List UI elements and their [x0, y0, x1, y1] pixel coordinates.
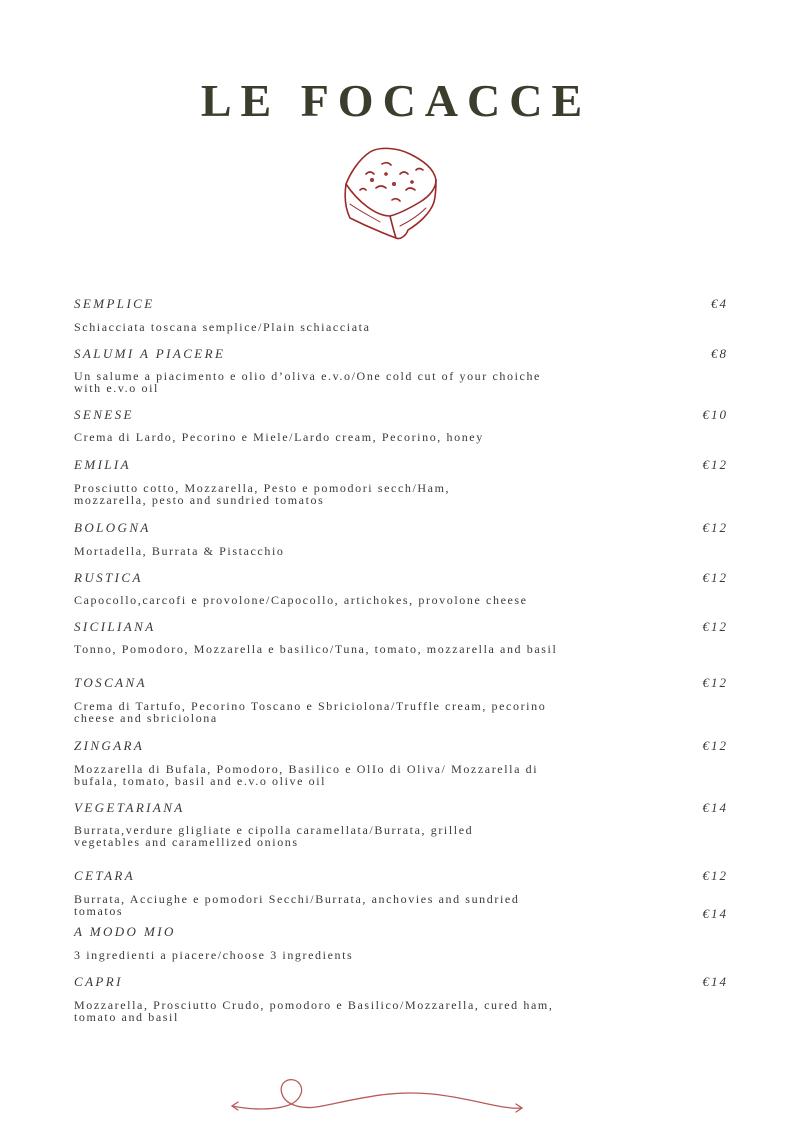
menu-item-description-toscana: Crema di Tartufo, Pecorino Toscano e Sbriciolona/Truffle cream, pecorino: [74, 699, 547, 713]
menu-item-name-zingara: ZINGARA: [74, 738, 145, 753]
menu-item-name-siciliana: SICILIANA: [74, 619, 156, 634]
menu-item-description-salumi-a-piacere: with e.v.o oil: [74, 381, 159, 395]
focaccia-slice-icon: [336, 144, 442, 244]
menu-item-price-senese: €10: [702, 407, 728, 422]
menu-item-description-capri: Mozzarella, Prosciutto Crudo, pomodoro e Basilico/Mozzarella, cured ham,: [74, 998, 554, 1012]
menu-item-price-cetara: €12: [702, 868, 728, 883]
menu-item-description-emilia: mozzarella, pesto and sundried tomatos: [74, 493, 325, 507]
menu-item-description-emilia: Prosciutto cotto, Mozzarella, Pesto e pomodori secch/Ham,: [74, 481, 451, 495]
menu-item-name-cetara: CETARA: [74, 868, 136, 883]
menu-item-description-semplice: Schiacciata toscana semplice/Plain schiacciata: [74, 320, 371, 334]
menu-item-description-capri: tomato and basil: [74, 1010, 179, 1024]
menu-item-description-vegetariana: vegetables and caramellized onions: [74, 835, 299, 849]
menu-item-name-capri: CAPRI: [74, 974, 123, 989]
menu-item-description-zingara: bufala, tomato, basil and e.v.o olive oil: [74, 774, 327, 788]
menu-item-description-toscana: cheese and sbriciolona: [74, 711, 218, 725]
swirl-ornament-icon: [222, 1068, 532, 1124]
menu-item-name-a-modo-mio: A MODO MIO: [74, 924, 176, 939]
menu-item-description-a-modo-mio: 3 ingredienti a piacere/choose 3 ingredients: [74, 948, 354, 962]
menu-item-description-siciliana: Tonno, Pomodoro, Mozzarella e basilico/Tuna, tomato, mozzarella and basil: [74, 642, 558, 656]
menu-item-price-emilia: €12: [702, 457, 728, 472]
menu-item-name-rustica: RUSTICA: [74, 570, 143, 585]
menu-item-name-emilia: EMILIA: [74, 457, 131, 472]
menu-item-name-semplice: SEMPLICE: [74, 296, 155, 311]
menu-item-name-bologna: BOLOGNA: [74, 520, 151, 535]
menu-item-price-semplice: €4: [711, 296, 728, 311]
menu-item-price-vegetariana: €14: [702, 800, 728, 815]
menu-item-name-senese: SENESE: [74, 407, 134, 422]
menu-item-price-a-modo-mio: €14: [702, 906, 728, 921]
menu-item-price-toscana: €12: [702, 675, 728, 690]
menu-item-price-zingara: €12: [702, 738, 728, 753]
menu-item-price-salumi-a-piacere: €8: [711, 346, 728, 361]
menu-item-description-bologna: Mortadella, Burrata & Pistacchio: [74, 544, 285, 558]
menu-item-description-salumi-a-piacere: Un salume a piacimento e olio d’oliva e.v.o/One cold cut of your choiche: [74, 369, 541, 383]
page-title: LE FOCACCE: [200, 75, 592, 126]
menu-item-description-zingara: Mozzarella di Bufala, Pomodoro, Basilico e OlIo di Oliva/ Mozzarella di: [74, 762, 539, 776]
menu-item-name-vegetariana: VEGETARIANA: [74, 800, 185, 815]
menu-item-description-cetara: Burrata, Acciughe e pomodori Secchi/Burrata, anchovies and sundried: [74, 892, 520, 906]
menu-item-price-rustica: €12: [702, 570, 728, 585]
menu-item-price-capri: €14: [702, 974, 728, 989]
menu-item-description-rustica: Capocollo,carcofi e provolone/Capocollo, artichokes, provolone cheese: [74, 593, 528, 607]
menu-item-price-siciliana: €12: [702, 619, 728, 634]
menu-item-name-toscana: TOSCANA: [74, 675, 147, 690]
menu-item-description-vegetariana: Burrata,verdure gligliate e cipolla caramellata/Burrata, grilled: [74, 823, 474, 837]
menu-item-name-salumi-a-piacere: SALUMI A PIACERE: [74, 346, 226, 361]
menu-item-price-bologna: €12: [702, 520, 728, 535]
menu-item-description-cetara: tomatos: [74, 904, 124, 918]
menu-item-description-senese: Crema di Lardo, Pecorino e Miele/Lardo cream, Pecorino, honey: [74, 430, 484, 444]
